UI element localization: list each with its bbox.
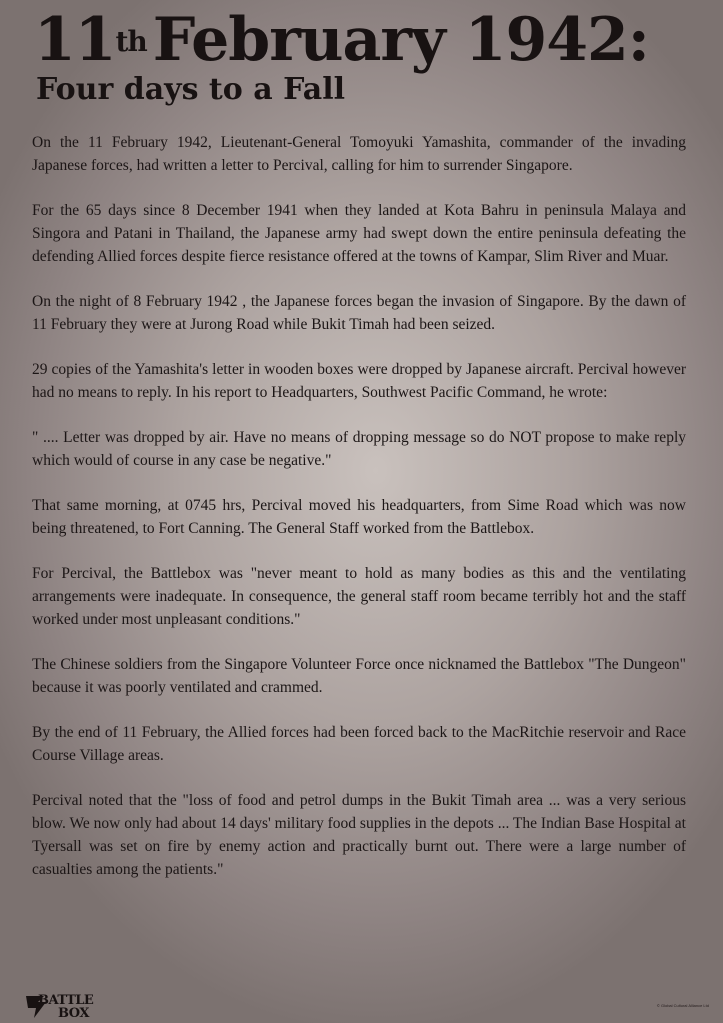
paragraph-5-quote: " .... Letter was dropped by air. Have no means of dropping message so do NOT propose to make reply which would of course in any case be negative.": [32, 429, 686, 469]
title-rest: February 1942:: [152, 5, 649, 75]
battlebox-logo: [24, 994, 120, 1020]
copyright-note: © Global Cultural Alliance Ltd: [656, 1003, 709, 1008]
paragraph-7: For Percival, the Battlebox was "never meant to hold as many bodies as this and the ventilating arrangements were inadequate. In consequence, the general staff room became terribly hot and the staff worked under most unpleasant conditions.": [32, 565, 686, 628]
paragraph-4: 29 copies of the Yamashita's letter in wooden boxes were dropped by Japanese aircraft. Percival however had no means to reply. In his report to Headquarters, Southwest Pacific Command, he wrote:: [32, 361, 686, 401]
paragraph-8: The Chinese soldiers from the Singapore Volunteer Force once nicknamed the Battlebox "The Dungeon" because it was poorly ventilated and crammed.: [32, 656, 686, 696]
logo-text-line2: BOX: [58, 1006, 89, 1021]
title-day: 11: [34, 5, 116, 75]
page-subtitle: Four days to a Fall: [36, 72, 345, 107]
paragraph-2: For the 65 days since 8 December 1941 when they landed at Kota Bahru in peninsula Malaya and Singora and Patani in Thailand, the Japanese army had swept down the entire peninsula defeating the defending Allied forces despite fierce resistance offered at the towns of Kampar, Slim River and Muar.: [32, 202, 686, 265]
paragraph-9: By the end of 11 February, the Allied forces had been forced back to the MacRitchie reservoir and Race Course Village areas.: [32, 724, 686, 764]
paragraph-3: On the night of 8 February 1942 , the Japanese forces began the invasion of Singapore. By the dawn of 11 February they were at Jurong Road while Bukit Timah had been seized.: [32, 293, 686, 333]
paragraph-1: On the 11 February 1942, Lieutenant-General Tomoyuki Yamashita, commander of the invading Japanese forces, had written a letter to Percival, calling for him to surrender Singapore.: [32, 134, 686, 174]
page-title: [34, 4, 649, 76]
title-ordinal: th: [115, 25, 147, 58]
logo-text-line1: BATTLE: [38, 993, 94, 1008]
article-body: [32, 131, 686, 903]
paragraph-10: Percival noted that the "loss of food and petrol dumps in the Bukit Timah area ... was a very serious blow. We now only had about 14 days' military food supplies in the depots ... The Indian Base Hospital at Tyersall was set on fire by enemy action and practically burnt out. There were a large number of casualties among the patients.": [32, 792, 686, 878]
paragraph-6: That same morning, at 0745 hrs, Percival moved his headquarters, from Sime Road which was now being threatened, to Fort Canning. The General Staff worked from the Battlebox.: [32, 497, 686, 537]
